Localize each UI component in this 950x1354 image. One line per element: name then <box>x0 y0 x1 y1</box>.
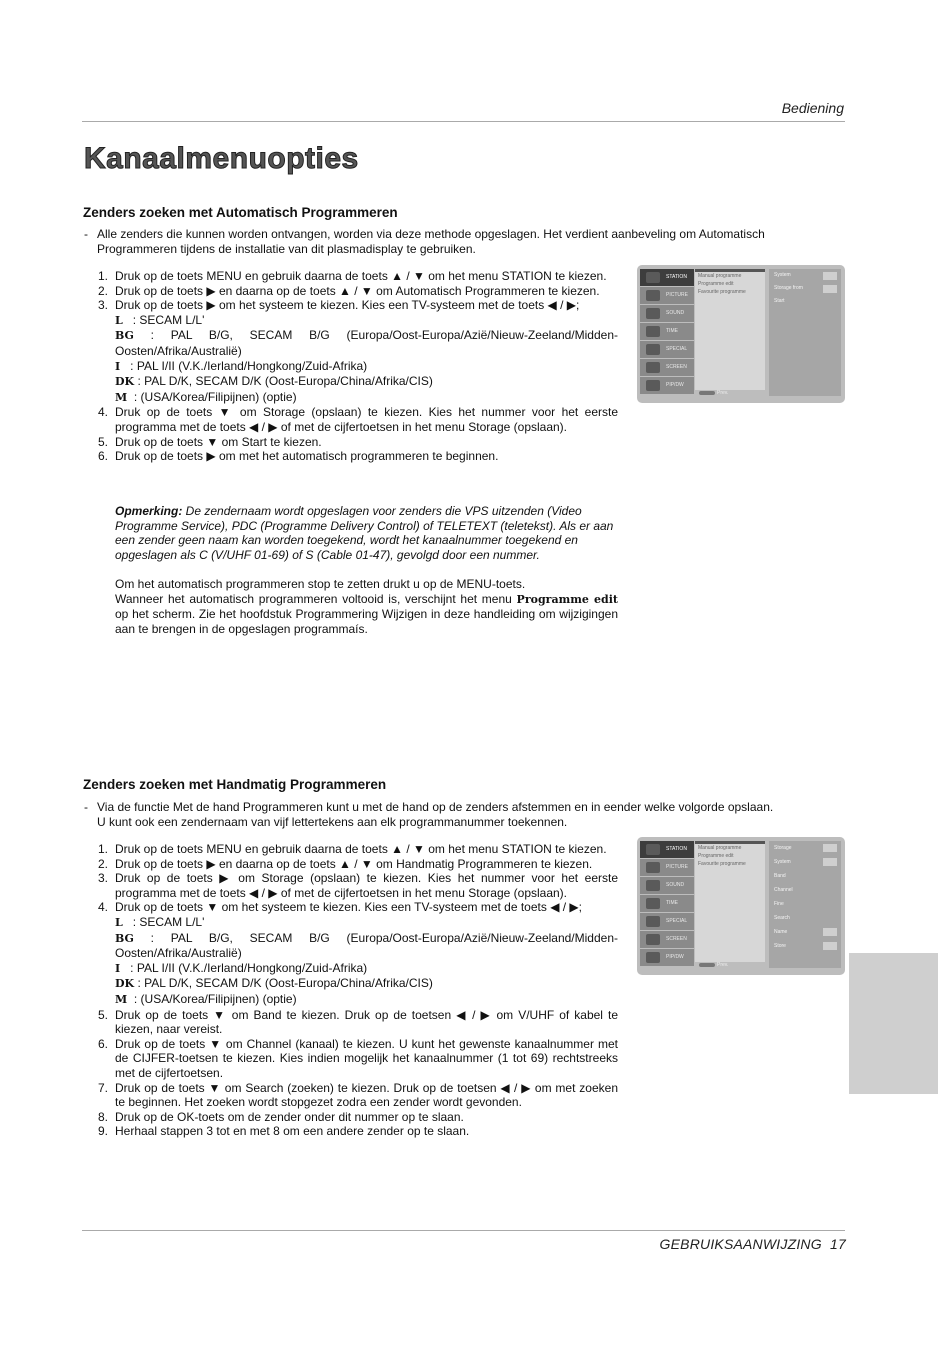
auto-step: 6. Druk op de toets ▶ om met het automatisch programmeren te beginnen. <box>98 449 499 464</box>
auto-intro-text: Alle zenders die kunnen worden ontvangen, worden via deze methode opgeslagen. Het verdient aanbeveling om Automatisch Programmeren tijdens de installatie van dit plasmadisplay te gebruiken. <box>97 227 765 256</box>
osd-submenu-row: Storage from <box>769 282 841 295</box>
manual-step: 7. Druk op de toets ▼ om Search (zoeken) te kiezen. Druk op de toetsen ◀ / ▶ om met zoeken te beginnen. Het zoeken wordt stopgezet zodra een zender wordt gevonden. <box>98 1080 618 1110</box>
osd-panel: Manual programme Programme edit Favourite programme <box>695 841 765 962</box>
intro-dash: - <box>84 800 88 814</box>
system-option: BG : PAL B/G, SECAM B/G (Europa/Oost-Europa/Azië/Nieuw-Zeeland/Midden-Oosten/Afrika/Australië) <box>115 328 618 358</box>
osd-sidebar-item: STATION <box>640 269 694 286</box>
footer-label: GEBRUIKSAANWIJZING <box>659 1236 822 1252</box>
header-section-label: Bediening <box>781 100 844 116</box>
manual-step: 1. Druk op de toets MENU en gebruik daarna de toets ▲ / ▼ om het menu STATION te kiezen. <box>98 842 607 856</box>
osd-sidebar-item: TIME <box>640 323 694 340</box>
system-option: L : SECAM L/L' <box>115 914 205 929</box>
system-option: I : PAL I/II (V.K./Ierland/Hongkong/Zuid-Afrika) <box>115 960 368 975</box>
osd-prev: Prev. <box>695 389 765 397</box>
osd-sidebar-item: PIP/DW <box>640 949 694 966</box>
auto-step: 3. Druk op de toets ▶ om het systeem te kiezen. Kies een TV-systeem met de toets ◀ / ▶; L : SECAM L/L' BG : PAL B/G, SECAM B/G (Europa/Oost-Europa/Azië/Nieuw-Zeeland/Midden-Oosten/Afrika/Australië) I : PAL I/II (V.K./Ierland/Hongkong/Zuid-Afrika) DK : PAL D/K, SECAM D/K (Oost-Europa/China/Afrika/CIS) M : (USA/Korea/Filipijnen) (optie) <box>98 298 618 404</box>
osd-submenu-row: System <box>769 269 841 282</box>
osd-submenu-row: Fine <box>774 901 784 907</box>
osd-sidebar-item: TIME <box>640 895 694 912</box>
auto-section-heading: Zenders zoeken met Automatisch Programmeren <box>83 205 398 220</box>
osd-submenu-row: Name <box>769 925 841 939</box>
osd-menu-screenshot-manual <box>637 837 845 975</box>
osd-sidebar-item: SOUND <box>640 305 694 322</box>
system-option: I : PAL I/II (V.K./Ierland/Hongkong/Zuid-Afrika) <box>115 358 368 373</box>
osd-submenu-row: Storage <box>769 841 841 855</box>
system-option: L : SECAM L/L' <box>115 312 205 327</box>
osd-sidebar-item: PICTURE <box>640 287 694 304</box>
osd-submenu-row: Band <box>774 873 786 879</box>
chapter-tab-marker <box>849 953 938 1094</box>
osd-submenu-row: Search <box>774 915 790 921</box>
osd-sidebar-item: SCREEN <box>640 359 694 376</box>
page-number: 17 <box>830 1236 846 1252</box>
osd-sidebar <box>640 841 694 968</box>
auto-stop-text: Om het automatisch programmeren stop te zetten drukt u op de MENU-toets. Wanneer het automatisch programmeren voltooid is, verschijnt het menu Programme edit op het scherm. Zie het hoofdstuk Programmering Wijzigen in deze handleiding om wijzigingen aan te brengen in de opgeslagen programmaís. <box>115 577 619 636</box>
osd-sidebar-item: SPECIAL <box>640 913 694 930</box>
intro-dash: - <box>84 227 88 241</box>
manual-step: 5. Druk op de toets ▼ om Band te kiezen. Druk op de toetsen ◀ / ▶ om V/UHF of kabel te kiezen, naar vereist. <box>98 1007 618 1037</box>
auto-note <box>115 504 618 562</box>
system-option: DK : PAL D/K, SECAM D/K (Oost-Europa/China/Afrika/CIS) <box>115 374 433 389</box>
auto-step: 5. Druk op de toets ▼ om Start te kiezen. <box>98 434 322 449</box>
system-option: BG : PAL B/G, SECAM B/G (Europa/Oost-Europa/Azië/Nieuw-Zeeland/Midden-Oosten/Afrika/Australië) <box>115 930 618 961</box>
page-title: Kanaalmenuopties <box>84 142 359 175</box>
note-label: Opmerking: <box>115 504 183 518</box>
osd-menu-screenshot-auto <box>637 265 845 403</box>
osd-submenu-row: System <box>769 855 841 869</box>
manual-step: 9. Herhaal stappen 3 tot en met 8 om een andere zender op te slaan. <box>98 1124 470 1139</box>
osd-panel: Manual programme Programme edit Favourite programme <box>695 269 765 390</box>
manual-section-heading: Zenders zoeken met Handmatig Programmeren <box>83 777 387 792</box>
manual-intro-text: Via de functie Met de hand Programmeren kunt u met de hand op de zenders afstemmen en in eender welke volgorde opslaan. U kunt ook een zendernaam van vijf lettertekens aan elk programmanummer toekennen. <box>97 800 774 829</box>
manual-steps-list <box>98 842 618 1139</box>
auto-step: 1. Druk op de toets MENU en gebruik daarna de toets ▲ / ▼ om het menu STATION te kiezen. <box>98 269 607 283</box>
system-option: DK : PAL D/K, SECAM D/K (Oost-Europa/China/Afrika/CIS) <box>115 976 433 991</box>
osd-prev: Prev. <box>695 961 765 969</box>
footer <box>660 1236 846 1252</box>
osd-sidebar-item: SPECIAL <box>640 341 694 358</box>
system-option: M : (USA/Korea/Filipijnen) (optie) <box>115 389 297 404</box>
programme-edit-label: Programme edit <box>516 592 619 606</box>
manual-step: 8. Druk op de OK-toets om de zender onder dit nummer op te slaan. <box>98 1109 464 1124</box>
note-text: De zendernaam wordt opgeslagen voor zenders die VPS uitzenden (Video Programme Service), PDC (Programme Delivery Control) of TELETEXT (teletekst). Als er aan een zender geen naam kan worden toegekend, wordt het kanaalnummer toegekend en opgeslagen als C (V/UHF 01-69) of S (Cable 01-47), gevolgd door een nummer. <box>115 504 614 562</box>
system-option: M : (USA/Korea/Filipijnen) (optie) <box>115 991 297 1006</box>
osd-sidebar-item: SOUND <box>640 877 694 894</box>
osd-submenu-row: Start <box>774 298 785 304</box>
manual-step: 3. Druk op de toets ▶ om Storage (opslaan) te kiezen. Kies het nummer voor het eerste programma met de toets ◀ / ▶ of met de cijfertoetsen in het menu Storage (opslaan). <box>98 871 618 900</box>
osd-sidebar-item: SCREEN <box>640 931 694 948</box>
manual-step: 4. Druk op de toets ▼ om het systeem te kiezen. Kies een TV-systeem met de toets ◀ / ▶; L : SECAM L/L' BG : PAL B/G, SECAM B/G (Europa/Oost-Europa/Azië/Nieuw-Zeeland/Midden-Oosten/Afrika/Australië) I : PAL I/II (V.K./Ierland/Hongkong/Zuid-Afrika) DK : PAL D/K, SECAM D/K (Oost-Europa/China/Afrika/CIS) M : (USA/Korea/Filipijnen) (optie) <box>98 900 618 1006</box>
manual-step: 2. Druk op de toets ▶ en daarna op de toets ▲ / ▼ om Handmatig Programmeren te kiezen. <box>98 856 593 871</box>
osd-sidebar-item: PICTURE <box>640 859 694 876</box>
auto-steps-list <box>98 269 618 464</box>
osd-sidebar-item: STATION <box>640 841 694 858</box>
auto-intro <box>84 227 784 257</box>
osd-submenu-row: Channel <box>774 887 793 893</box>
manual-intro <box>84 800 784 830</box>
osd-sidebar <box>640 269 694 396</box>
osd-submenu <box>769 269 841 396</box>
auto-step: 4. Druk op de toets ▼ om Storage (opslaan) te kiezen. Kies het nummer voor het eerste programma met de toets ◀ / ▶ of met de cijfertoetsen in het menu Storage (opslaan). <box>98 405 618 434</box>
header-rule <box>82 121 845 122</box>
osd-sidebar-item: PIP/DW <box>640 377 694 394</box>
footer-rule <box>82 1230 845 1231</box>
manual-step: 6. Druk op de toets ▼ om Channel (kanaal) te kiezen. U kunt het gewenste kanaalnummer met de CIJFER-toetsen te kiezen. Kies indien mogelijk het kanaalnummer (1 tot 69) rechtstreeks met de cijfertoetsen. <box>98 1036 618 1080</box>
auto-step: 2. Druk op de toets ▶ en daarna op de toets ▲ / ▼ om Automatisch Programmeren te kiezen. <box>98 283 600 298</box>
osd-submenu <box>769 841 841 968</box>
osd-submenu-row: Store <box>769 939 841 953</box>
